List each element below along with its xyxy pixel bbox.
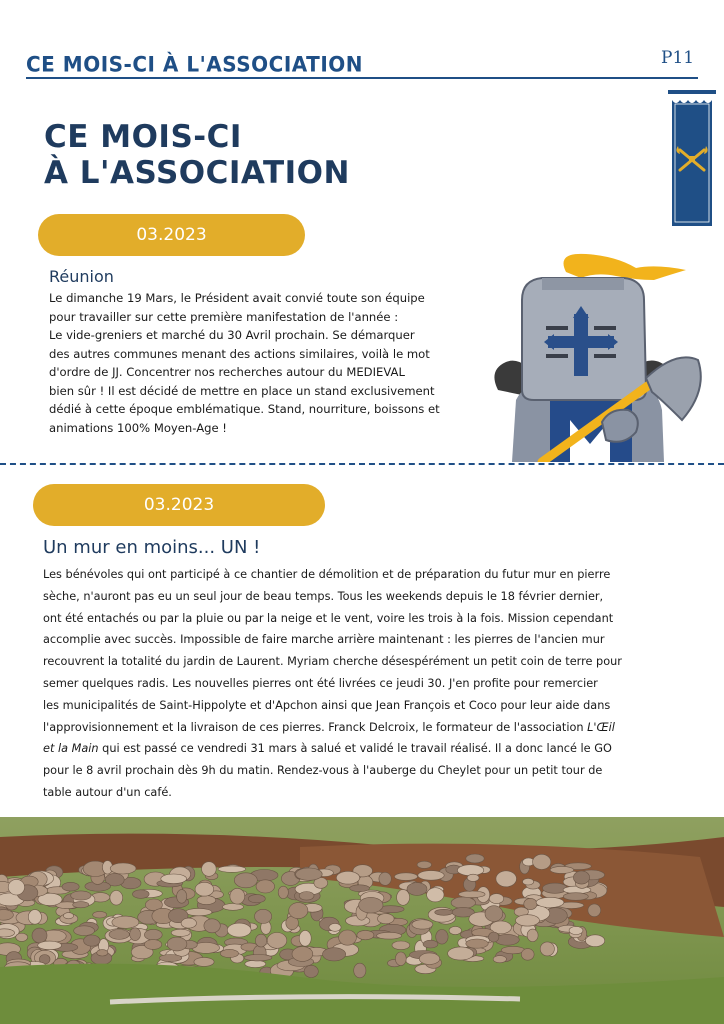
section2-heading: Un mur en moins... UN !	[43, 537, 261, 558]
section1-date-pill: 03.2023	[38, 214, 305, 256]
section2-line: table autour d'un café.	[43, 785, 172, 799]
association-name-italic: et la Main	[43, 742, 99, 756]
section1-line: animations 100% Moyen-Age !	[49, 420, 227, 435]
section2-line: pour le 8 avril prochain dès 9h du matin. Rendez-vous à l'auberge du Cheylet pour un petit tour de	[43, 764, 603, 778]
section2-line	[43, 738, 683, 760]
section2-line	[43, 717, 683, 739]
section1-line: dédié à cette époque emblématique. Stand, nourriture, boissons et	[49, 402, 440, 416]
stone-pile-photo	[0, 817, 724, 1024]
header-title: CE MOIS-CI À L'ASSOCIATION	[26, 51, 364, 77]
section1-line: d'ordre de JJ. Concentrer nos recherches autour du MEDIEVAL	[49, 365, 405, 379]
section1-heading: Réunion	[49, 267, 114, 286]
section2-line: Les bénévoles qui ont participé à ce chantier de démolition et de préparation du futur mur en pierre	[43, 568, 611, 581]
section2-line: sèche, n'auront pas eu un seul jour de beau temps. Tous les weekends depuis le 18 février dernier,	[43, 589, 604, 603]
section1-line: Le dimanche 19 Mars, le Président avait convié toute son équipe	[49, 291, 425, 305]
section2-line: ont été entachés ou par la pluie ou par la neige et le vent, voire les trois à la fois. Mission cependant	[43, 611, 614, 625]
section-divider	[0, 463, 724, 465]
page-number: P11	[661, 48, 695, 68]
section1-line: pour travailler sur cette première manifestation de l'année :	[49, 309, 399, 324]
section1-line: Le vide-greniers et marché du 30 Avril prochain. Se démarquer	[49, 328, 415, 342]
section1-body	[49, 289, 489, 437]
knight-with-axe-illustration	[486, 250, 712, 462]
section2-line: accomplie avec succès. Impossible de faire marche arrière maintenant : les pierres de l'ancien mur	[43, 633, 605, 647]
main-title	[44, 119, 350, 191]
section1-line: bien sûr ! Il est décidé de mettre en place un stand exclusivement	[49, 383, 435, 398]
section2-line-text: qui est passé ce vendredi 31 mars à salué et validé le travail réalisé. Il a donc lancé le GO	[98, 742, 612, 756]
section2-line-text: l'approvisionnement et la livraison de ces pierres. Franck Delcroix, le formateur de l'association	[43, 720, 588, 734]
header-rule	[26, 77, 698, 79]
section2-line: semer quelques radis. Les nouvelles pierres ont été livrées ce jeudi 30. J'en profite pour remercier	[43, 676, 598, 690]
association-name-italic: L'Œil	[587, 720, 615, 734]
section2-body	[43, 564, 683, 804]
section1-line: des autres communes menant des actions similaires, voilà le mot	[49, 346, 430, 361]
main-title-line2: À L'ASSOCIATION	[44, 155, 350, 191]
crossed-swords-banner-icon	[668, 90, 716, 228]
section2-line: recouvrent la totalité du jardin de Laurent. Myriam cherche désespérément un petit coin de terre pour	[43, 655, 622, 669]
section2-line: les municipalités de Saint-Hippolyte et d'Apchon ainsi que Jean François et Coco pour leur aide dans	[43, 698, 611, 712]
main-title-line1: CE MOIS-CI	[44, 119, 242, 155]
section2-date-pill: 03.2023	[33, 484, 325, 526]
